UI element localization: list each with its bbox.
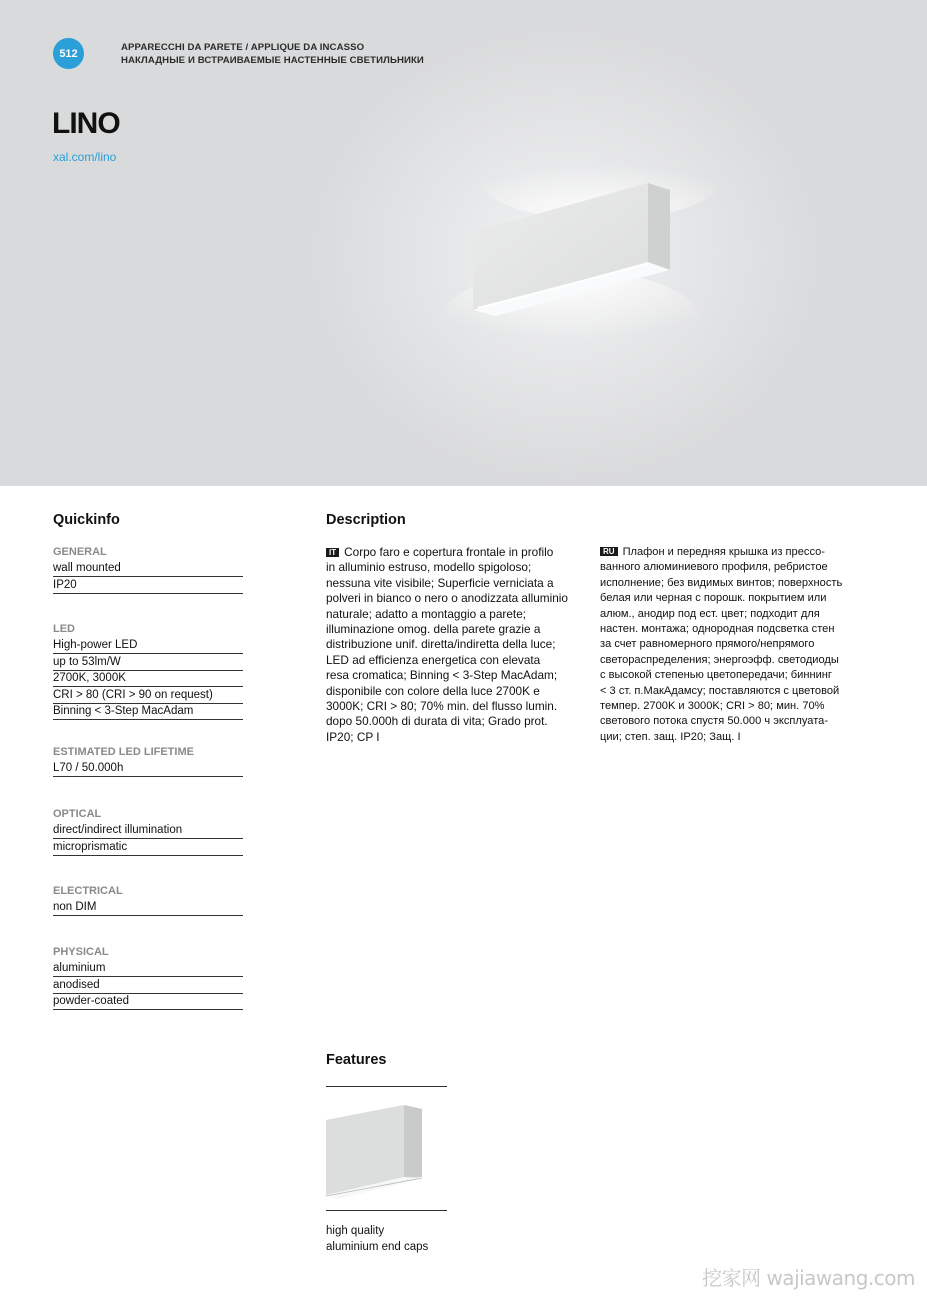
product-title: LINO bbox=[52, 107, 120, 140]
info-row: aluminium bbox=[53, 962, 243, 977]
feature-caption bbox=[326, 1224, 428, 1255]
desc-line: resa cromatica; Binning < 3-Step MacAdam; bbox=[326, 668, 558, 683]
quickinfo-physical bbox=[53, 946, 243, 1012]
info-row: powder-coated bbox=[53, 995, 243, 1010]
features-divider bbox=[326, 1086, 447, 1087]
description-it bbox=[326, 545, 586, 745]
desc-line: темпер. 2700K и 3000K; CRI > 80; мин. 70% bbox=[600, 700, 825, 713]
lang-tag-ru: RU bbox=[600, 547, 618, 556]
desc-line: in alluminio estruso, modello spigoloso; bbox=[326, 560, 532, 575]
lang-tag-it: IT bbox=[326, 548, 339, 557]
desc-line: polveri in bianco o nero o anodizzata alluminio bbox=[326, 591, 568, 606]
category-header bbox=[121, 41, 424, 67]
desc-line: светового потока спустя 50.000 ч эксплуата- bbox=[600, 715, 829, 728]
info-row: microprismatic bbox=[53, 841, 243, 856]
desc-line: LED ad efficienza energetica con elevata bbox=[326, 652, 541, 667]
info-row: wall mounted bbox=[53, 562, 243, 577]
watermark: 挖家网 wajiawang.com bbox=[702, 1266, 915, 1290]
product-url-link[interactable]: xal.com/lino bbox=[53, 150, 117, 164]
desc-line: naturale; adatto a montaggio a parete; bbox=[326, 606, 527, 621]
info-row: High-power LED bbox=[53, 639, 243, 654]
quickinfo-lifetime bbox=[53, 746, 243, 779]
desc-line: illuminazione omog. della parete grazie a bbox=[326, 622, 541, 637]
desc-line: алюм., анодир под ест. цвет; подходит для bbox=[600, 607, 820, 620]
hero-banner bbox=[0, 0, 927, 486]
feature-caption-line: high quality bbox=[326, 1225, 385, 1237]
quickinfo-general bbox=[53, 546, 243, 595]
category-ru: НАКЛАДНЫЕ И ВСТРАИВАЕМЫЕ НАСТЕННЫЕ СВЕТИЛЬНИКИ bbox=[121, 55, 424, 66]
desc-line: < 3 ст. п.МакАдамсу; поставляются с цветовой bbox=[600, 684, 840, 697]
desc-line: RU Плафон и передняя крышка из прессо- bbox=[600, 545, 870, 560]
desc-line: nessuna vite visibile; Superficie verniciata a bbox=[326, 575, 554, 590]
end-cap-icon bbox=[326, 1095, 447, 1207]
section-heading: ESTIMATED LED LIFETIME bbox=[53, 746, 194, 758]
desc-line: IP20; CP I bbox=[326, 729, 380, 744]
section-heading: OPTICAL bbox=[53, 808, 102, 820]
info-row: Binning < 3-Step MacAdam bbox=[53, 705, 243, 720]
desc-line: dopo 50.000h di durata di vita; Grado prot. bbox=[326, 714, 548, 729]
section-heading: GENERAL bbox=[53, 546, 107, 558]
quickinfo-led bbox=[53, 623, 243, 722]
info-row: 2700K, 3000K bbox=[53, 672, 243, 687]
desc-line: светораспределения; энергоэфф. светодиоды bbox=[600, 653, 839, 666]
desc-line: disponibile con colore della luce 2700K e bbox=[326, 683, 540, 698]
section-heading: ELECTRICAL bbox=[53, 885, 123, 897]
info-row: up to 53lm/W bbox=[53, 656, 243, 671]
info-row: anodised bbox=[53, 979, 243, 994]
section-heading: PHYSICAL bbox=[53, 946, 109, 958]
desc-line: настен. монтажа; однородная подсветка стен bbox=[600, 623, 835, 636]
info-row: non DIM bbox=[53, 901, 243, 916]
info-row: IP20 bbox=[53, 579, 243, 594]
desc-line: исполнение; без видимых винтов; поверхность bbox=[600, 576, 843, 589]
desc-line: 3000K; CRI > 80; 70% min. del flusso lumin. bbox=[326, 699, 558, 714]
quickinfo-optical bbox=[53, 808, 243, 857]
features-divider-bottom bbox=[326, 1210, 447, 1211]
desc-line: белая или черная с порошк. покрытием или bbox=[600, 592, 827, 605]
info-row: L70 / 50.000h bbox=[53, 762, 243, 777]
page-number-badge: 512 bbox=[53, 38, 84, 69]
info-row: CRI > 80 (CRI > 90 on request) bbox=[53, 689, 243, 704]
quickinfo-electrical bbox=[53, 885, 243, 918]
features-title: Features bbox=[326, 1052, 387, 1068]
desc-line: IT Corpo faro e copertura frontale in profilo bbox=[326, 545, 586, 560]
description-ru bbox=[600, 545, 870, 745]
feature-caption-line: aluminium end caps bbox=[326, 1240, 429, 1253]
description-title: Description bbox=[326, 512, 406, 528]
quickinfo-title: Quickinfo bbox=[53, 512, 120, 528]
desc-line: ванного алюминиевого профиля, ребристое bbox=[600, 561, 828, 574]
info-row: direct/indirect illumination bbox=[53, 824, 243, 839]
desc-line: ции; степ. защ. IP20; Защ. I bbox=[600, 730, 741, 743]
section-heading: LED bbox=[53, 623, 75, 635]
desc-line: distribuzione unif. diretta/indiretta della luce; bbox=[326, 637, 556, 652]
category-it: APPARECCHI DA PARETE / APPLIQUE DA INCASSO bbox=[121, 42, 365, 53]
wall-lamp-image bbox=[430, 150, 730, 380]
desc-line: с высокой степенью цветопередачи; биннинг bbox=[600, 669, 832, 682]
desc-line: за счет равномерного прямого/непрямого bbox=[600, 638, 815, 651]
